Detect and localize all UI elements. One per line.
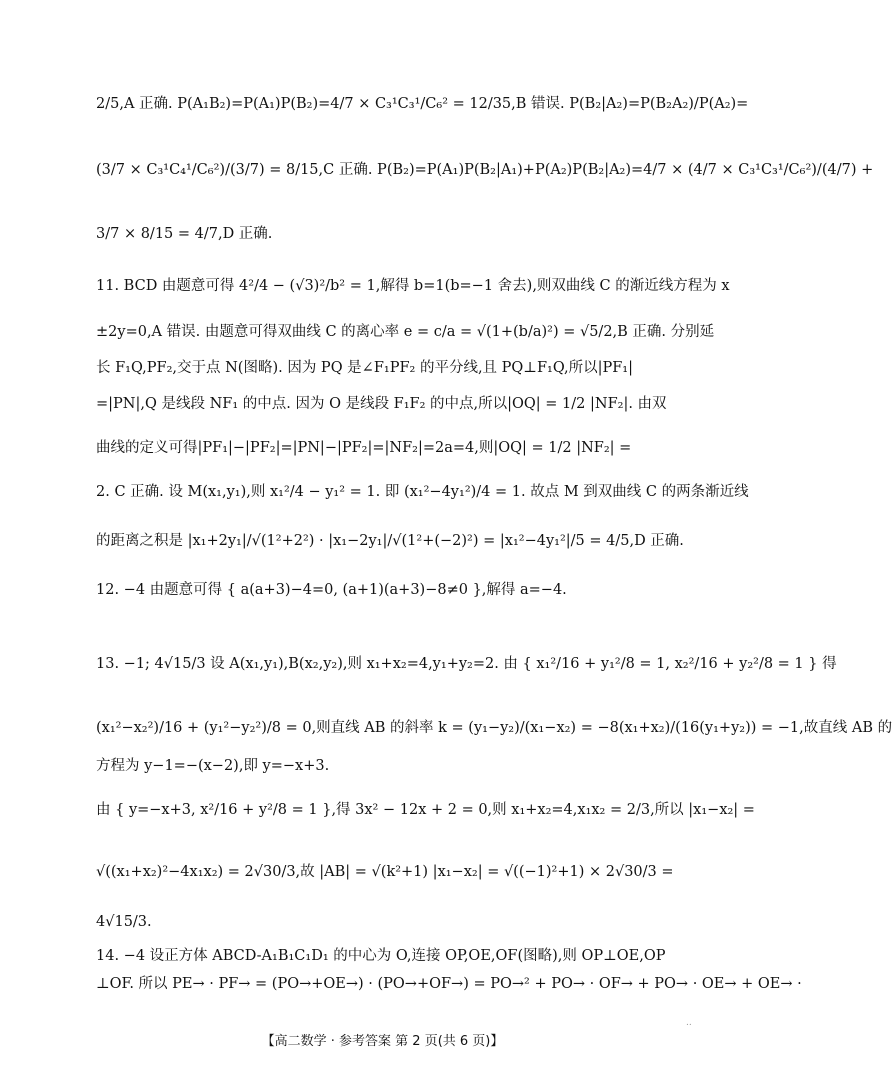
text-line: 11. BCD 由题意可得 4²/4 − (√3)²/b² = 1,解得 b=1(b=−1 舍去),则双曲线 C 的渐近线方程为 x [96, 278, 730, 294]
text-line: ±2y=0,A 错误. 由题意可得双曲线 C 的离心率 e = c/a = √(1+(b/a)²) = √5/2,B 正确. 分别延 [96, 324, 715, 340]
text-line: 4√15/3. [96, 914, 152, 930]
text-line: 方程为 y−1=−(x−2),即 y=−x+3. [96, 758, 330, 774]
page-footer: 【高二数学 · 参考答案 第 2 页(共 6 页)】 [261, 1034, 504, 1049]
text-line: 3/7 × 8/15 = 4/7,D 正确. [96, 226, 273, 242]
text-line: =|PN|,Q 是线段 NF₁ 的中点. 因为 O 是线段 F₁F₂ 的中点,所以|OQ| = 1/2 |NF₂|. 由双 [96, 396, 667, 412]
text-line: 曲线的定义可得|PF₁|−|PF₂|=|PN|−|PF₂|=|NF₂|=2a=4,则|OQ| = 1/2 |NF₂| = [96, 440, 632, 456]
text-line: 12. −4 由题意可得 { a(a+3)−4=0, (a+1)(a+3)−8≠0 },解得 a=−4. [96, 582, 567, 598]
corner-mark: .. [686, 1018, 692, 1028]
text-line: (x₁²−x₂²)/16 + (y₁²−y₂²)/8 = 0,则直线 AB 的斜率 k = (y₁−y₂)/(x₁−x₂) = −8(x₁+x₂)/(16(y₁+y₂)) = −1,故直线 AB 的 [96, 720, 892, 736]
text-line: ⊥OF. 所以 PE→ · PF→ = (PO→+OE→) · (PO→+OF→) = PO→² + PO→ · OF→ + PO→ · OE→ + OE→ · [96, 976, 802, 992]
text-line: √((x₁+x₂)²−4x₁x₂) = 2√30/3,故 |AB| = √(k²+1) |x₁−x₂| = √((−1)²+1) × 2√30/3 = [96, 864, 674, 880]
text-line: 14. −4 设正方体 ABCD-A₁B₁C₁D₁ 的中心为 O,连接 OP,OE,OF(图略),则 OP⊥OE,OP [96, 948, 666, 964]
text-line: (3/7 × C₃¹C₄¹/C₆²)/(3/7) = 8/15,C 正确. P(B₂)=P(A₁)P(B₂|A₁)+P(A₂)P(B₂|A₂)=4/7 × (4/7 × C₃¹C₃¹/C₆²)/(4/7) + [96, 162, 874, 178]
text-line: 由 { y=−x+3, x²/16 + y²/8 = 1 },得 3x² − 12x + 2 = 0,则 x₁+x₂=4,x₁x₂ = 2/3,所以 |x₁−x₂| = [96, 802, 755, 818]
text-line: 2. C 正确. 设 M(x₁,y₁),则 x₁²/4 − y₁² = 1. 即 (x₁²−4y₁²)/4 = 1. 故点 M 到双曲线 C 的两条渐近线 [96, 484, 749, 500]
text-line: 13. −1; 4√15/3 设 A(x₁,y₁),B(x₂,y₂),则 x₁+x₂=4,y₁+y₂=2. 由 { x₁²/16 + y₁²/8 = 1, x₂²/16 + y₂²/8 = 1 } 得 [96, 656, 837, 672]
text-line: 的距离之积是 |x₁+2y₁|/√(1²+2²) · |x₁−2y₁|/√(1²+(−2)²) = |x₁²−4y₁²|/5 = 4/5,D 正确. [96, 533, 684, 549]
text-line: 2/5,A 正确. P(A₁B₂)=P(A₁)P(B₂)=4/7 × C₃¹C₃¹/C₆² = 12/35,B 错误. P(B₂|A₂)=P(B₂A₂)/P(A₂)= [96, 96, 749, 112]
text-line: 长 F₁Q,PF₂,交于点 N(图略). 因为 PQ 是∠F₁PF₂ 的平分线,且 PQ⊥F₁Q,所以|PF₁| [96, 360, 633, 376]
